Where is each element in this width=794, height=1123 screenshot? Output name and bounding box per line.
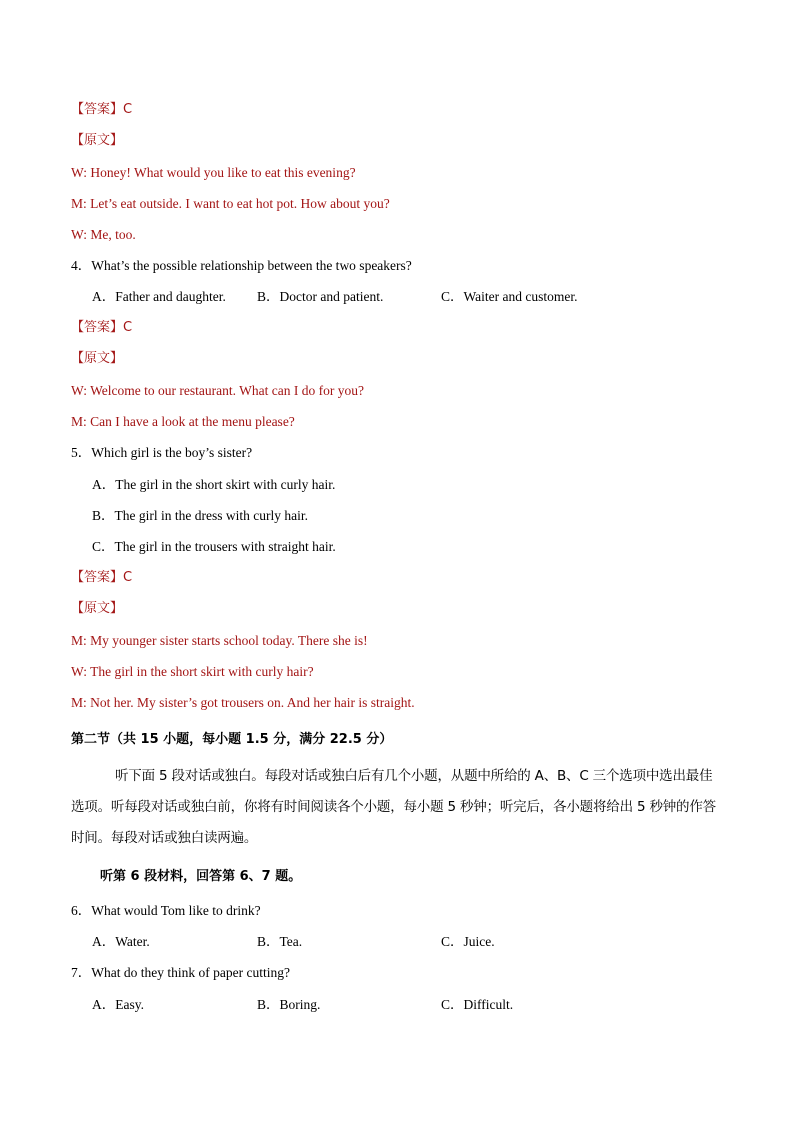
transcript-line: W: Welcome to our restaurant. What can I do for you? — [71, 383, 364, 398]
transcript-line: M: Let’s eat outside. I want to eat hot pot. How about you? — [71, 196, 390, 211]
transcript-label-q4: 【原文】 — [71, 351, 124, 366]
transcript-label-q5: 【原文】 — [71, 601, 124, 616]
option-a: A．Water. — [92, 934, 150, 949]
answer-label-q4: 【答案】C — [71, 320, 133, 335]
option-b: B．The girl in the dress with curly hair. — [92, 508, 308, 523]
question-4: 4．What’s the possible relationship between the two speakers? — [71, 258, 412, 273]
option-a: A．The girl in the short skirt with curly hair. — [92, 477, 336, 492]
option-b: B．Boring. — [257, 997, 321, 1012]
question-7: 7．What do they think of paper cutting? — [71, 965, 290, 980]
section-instructions: 听下面 5 段对话或独白。每段对话或独白后有几个小题，从题中所给的 A、B、C 三个选项中选出最佳选项。听每段对话或独白前，你将有时间阅读各个小题，每小题 5 秒钟；听完后，各小题将给出 5 秒钟的作答时间。每段对话或独白读两遍。 — [71, 768, 716, 846]
option-c: C．The girl in the trousers with straight hair. — [92, 539, 336, 554]
transcript-line: M: My younger sister starts school today. There she is! — [71, 633, 368, 648]
transcript-label-q3: 【原文】 — [71, 133, 124, 148]
question-5: 5．Which girl is the boy’s sister? — [71, 445, 253, 460]
option-c: C．Juice. — [441, 934, 495, 949]
transcript-line: W: The girl in the short skirt with curly hair? — [71, 664, 314, 679]
transcript-line: M: Not her. My sister’s got trousers on. And her hair is straight. — [71, 695, 415, 710]
question-6: 6．What would Tom like to drink? — [71, 903, 261, 918]
option-c: C．Difficult. — [441, 997, 514, 1012]
option-b: B．Doctor and patient. — [257, 289, 384, 304]
option-a: A．Father and daughter. — [92, 289, 226, 304]
answer-label-q5: 【答案】C — [71, 570, 133, 585]
answer-label-q3: 【答案】C — [71, 102, 133, 117]
transcript-line: W: Honey! What would you like to eat this evening? — [71, 165, 356, 180]
transcript-line: M: Can I have a look at the menu please? — [71, 414, 295, 429]
section-heading: 第二节（共 15 小题，每小题 1.5 分，满分 22.5 分） — [71, 732, 393, 747]
transcript-line: W: Me, too. — [71, 227, 136, 242]
option-a: A．Easy. — [92, 997, 144, 1012]
option-c: C．Waiter and customer. — [441, 289, 578, 304]
material-heading: 听第 6 段材料，回答第 6、7 题。 — [100, 869, 302, 884]
option-b: B．Tea. — [257, 934, 303, 949]
